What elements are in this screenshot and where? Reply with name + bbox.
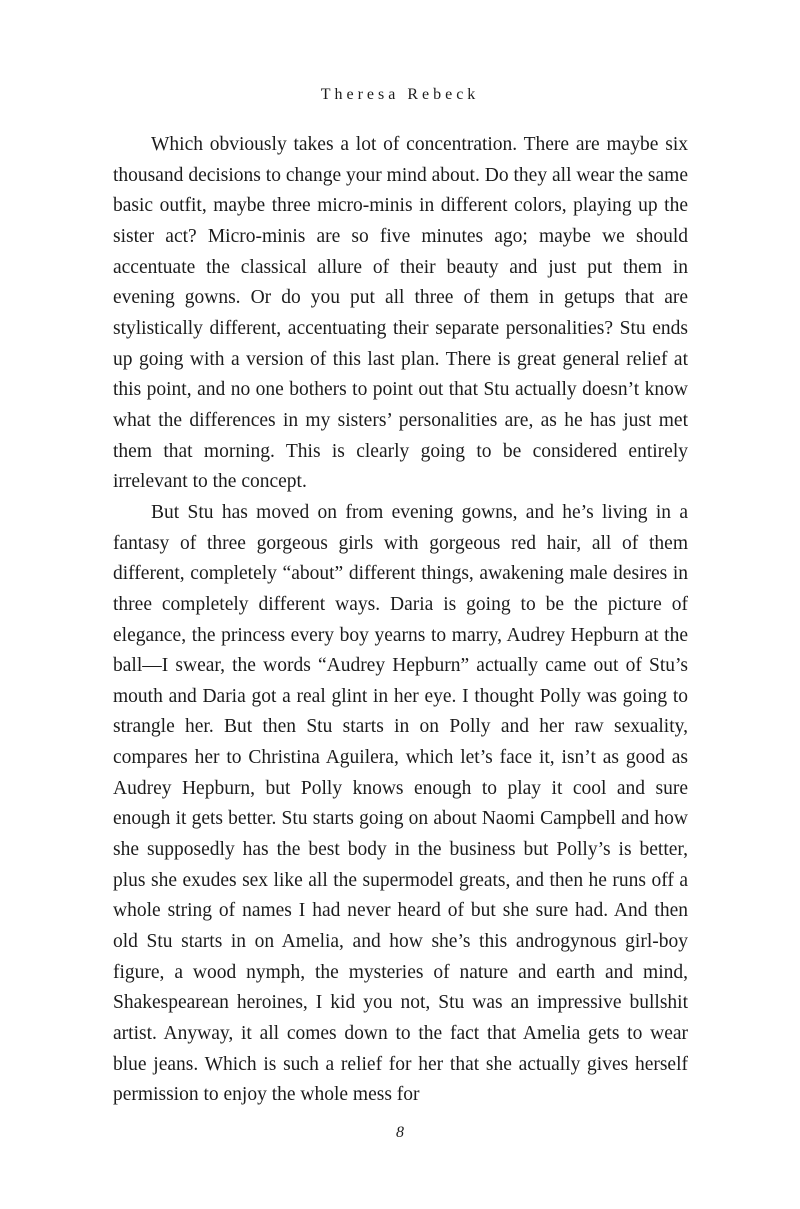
paragraph: Which obviously takes a lot of concentration. There are maybe six thousand decisions to change your mind about. Do they all wear the same basic outfit, maybe three micro-minis in different colors, playing up the sister act? Micro-minis are so five minutes ago; maybe we should accentuate the classical allure of their beauty and just put them in evening gowns. Or do you put all three of them in getups that are stylistically different, accentuating their separate personalities? Stu ends up going with a version of this last plan. There is great general relief at this point, and no one bothers to point out that Stu actually doesn’t know what the differences in my sisters’ personalities are, as he has just met them that morning. This is clearly going to be considered entirely irrelevant to the concept. [113, 134, 688, 493]
paragraph: But Stu has moved on from evening gowns, and he’s living in a fantasy of three gorgeous girls with gorgeous red hair, all of them different, completely “about” different things, awakening male desires in three completely different ways. Daria is going to be the picture of elegance, the princess every boy yearns to marry, Audrey Hepburn at the ball—I swear, the words “Audrey Hepburn” actually came out of Stu’s mouth and Daria got a real glint in her eye. I thought Polly was going to strangle her. But then Stu starts in on Polly and her raw sexuality, compares her to Christina Aguilera, which let’s face it, isn’t as good as Audrey Hepburn, but Polly knows enough to play it cool and sure enough it gets better. Stu starts going on about Naomi Campbell and how she supposedly has the best body in the business but Polly’s is better, plus she exudes sex like all the supermodel greats, and then he runs off a whole string of names I had never heard of but she sure had. And then old Stu starts in on Amelia, and how she’s this androgynous girl-boy figure, a wood nymph, the mysteries of nature and earth and mind, Shakespearean heroines, I kid you not, Stu was an impressive bullshit artist. Anyway, it all comes down to the fact that Amelia gets to wear blue jeans. Which is such a relief for her that she actually gives herself permission to enjoy the whole mess for [113, 501, 688, 1106]
page-number: 8 [396, 1124, 404, 1141]
running-head: Theresa Rebeck [320, 86, 480, 103]
body-text [113, 130, 688, 1111]
